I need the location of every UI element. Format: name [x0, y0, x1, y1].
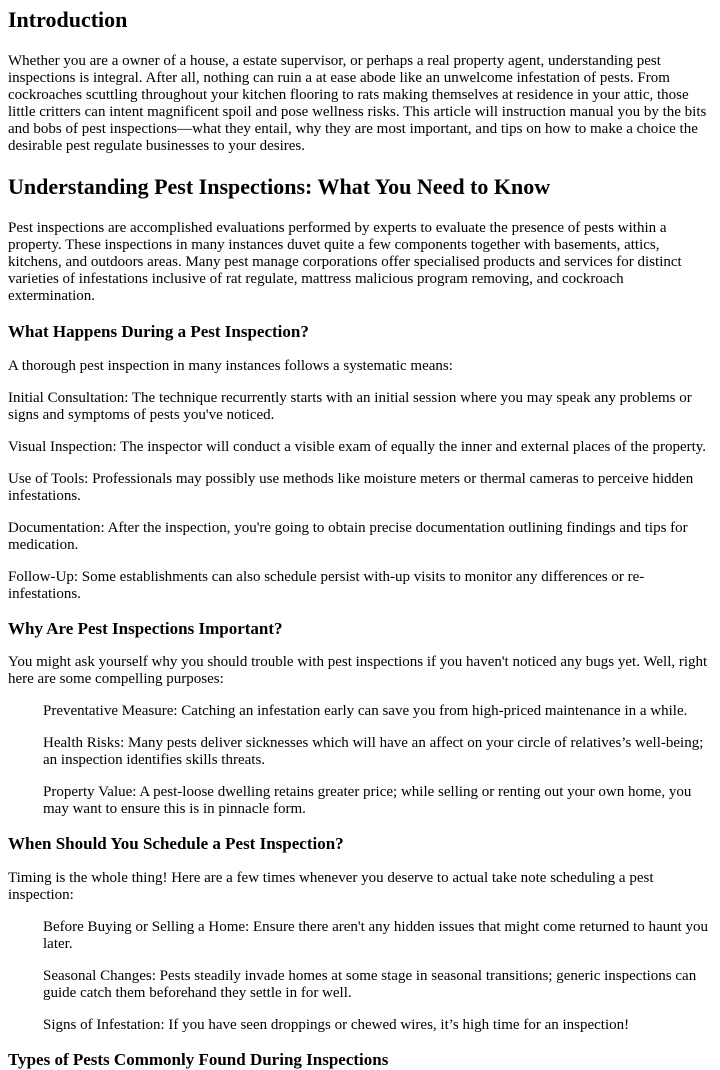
intro-heading: Introduction [8, 7, 128, 32]
intro-paragraph: Whether you are a owner of a house, a estate supervisor, or perhaps a real property agent, understanding pest inspections is integral. After all, nothing can ruin a at ease abode like an unwelcome infestation of pests. From cockroaches scuttling throughout your kitchen flooring to rats making themselves at residence in your attic, those little critters can intent magnificent spoil and pose wellness risks. This article will instruction manual you by the bits and bobs of pest inspections—what they entail, why they are most important, and tips on how to make a choice the desirable pest regulate businesses to your desires. [8, 53, 707, 154]
list-item: Health Risks: Many pests deliver sicknesses which will have an affect on your circle of relatives’s well-being; an inspection identifies skills threats. [43, 735, 704, 768]
why-important-lead: You might ask yourself why you should trouble with pest inspections if you haven't noticed any bugs yet. Well, right here are some compelling purposes: [8, 654, 708, 687]
pest-types-heading: Types of Pests Commonly Found During Inspections [8, 1050, 389, 1069]
what-happens-heading: What Happens During a Pest Inspection? [8, 322, 309, 341]
when-schedule-heading: When Should You Schedule a Pest Inspection? [8, 834, 344, 853]
inspection-step: Documentation: After the inspection, you're going to obtain precise documentation outlining findings and tips for medication. [8, 520, 688, 553]
inspection-steps [8, 390, 712, 603]
when-schedule-lead: Timing is the whole thing! Here are a few times whenever you deserve to actual take note scheduling a pest inspection: [8, 870, 654, 903]
list-item: Seasonal Changes: Pests steadily invade homes at some stage in seasonal transitions; generic inspections can guide catch them beforehand they settle in for well. [43, 968, 697, 1001]
inspection-step: Initial Consultation: The technique recurrently starts with an initial session where you may speak any problems or signs and symptoms of pests you've noticed. [8, 390, 692, 423]
list-item: Signs of Infestation: If you have seen droppings or chewed wires, it’s high time for an inspection! [43, 1017, 630, 1033]
inspection-step: Visual Inspection: The inspector will conduct a visible exam of equally the inner and external places of the property. [8, 439, 707, 455]
section-heading: Understanding Pest Inspections: What You Need to Know [8, 174, 551, 199]
list-item: Before Buying or Selling a Home: Ensure there aren't any hidden issues that might come returned to haunt you later. [43, 919, 709, 952]
why-important-heading: Why Are Pest Inspections Important? [8, 619, 283, 638]
reasons-list [8, 703, 712, 818]
inspection-step: Follow-Up: Some establishments can also schedule persist with-up visits to monitor any differences or re-infestations. [8, 569, 645, 602]
what-happens-lead: A thorough pest inspection in many instances follows a systematic means: [8, 358, 453, 374]
section-intro-paragraph: Pest inspections are accomplished evaluations performed by experts to evaluate the presence of pests within a property. These inspections in many instances duvet quite a few components together with basements, attics, kitchens, and outdoors areas. Many pest manage corporations offer specialised products and services for distinct varieties of infestations inclusive of rat regulate, mattress malicious program removing, and cockroach extermination. [8, 220, 682, 304]
list-item: Preventative Measure: Catching an infestation early can save you from high-priced maintenance in a while. [43, 703, 688, 719]
inspection-step: Use of Tools: Professionals may possibly use methods like moisture meters or thermal cameras to perceive hidden infestations. [8, 471, 694, 504]
list-item: Property Value: A pest-loose dwelling retains greater price; while selling or renting out your own home, you may want to ensure this is in pinnacle form. [43, 784, 692, 817]
